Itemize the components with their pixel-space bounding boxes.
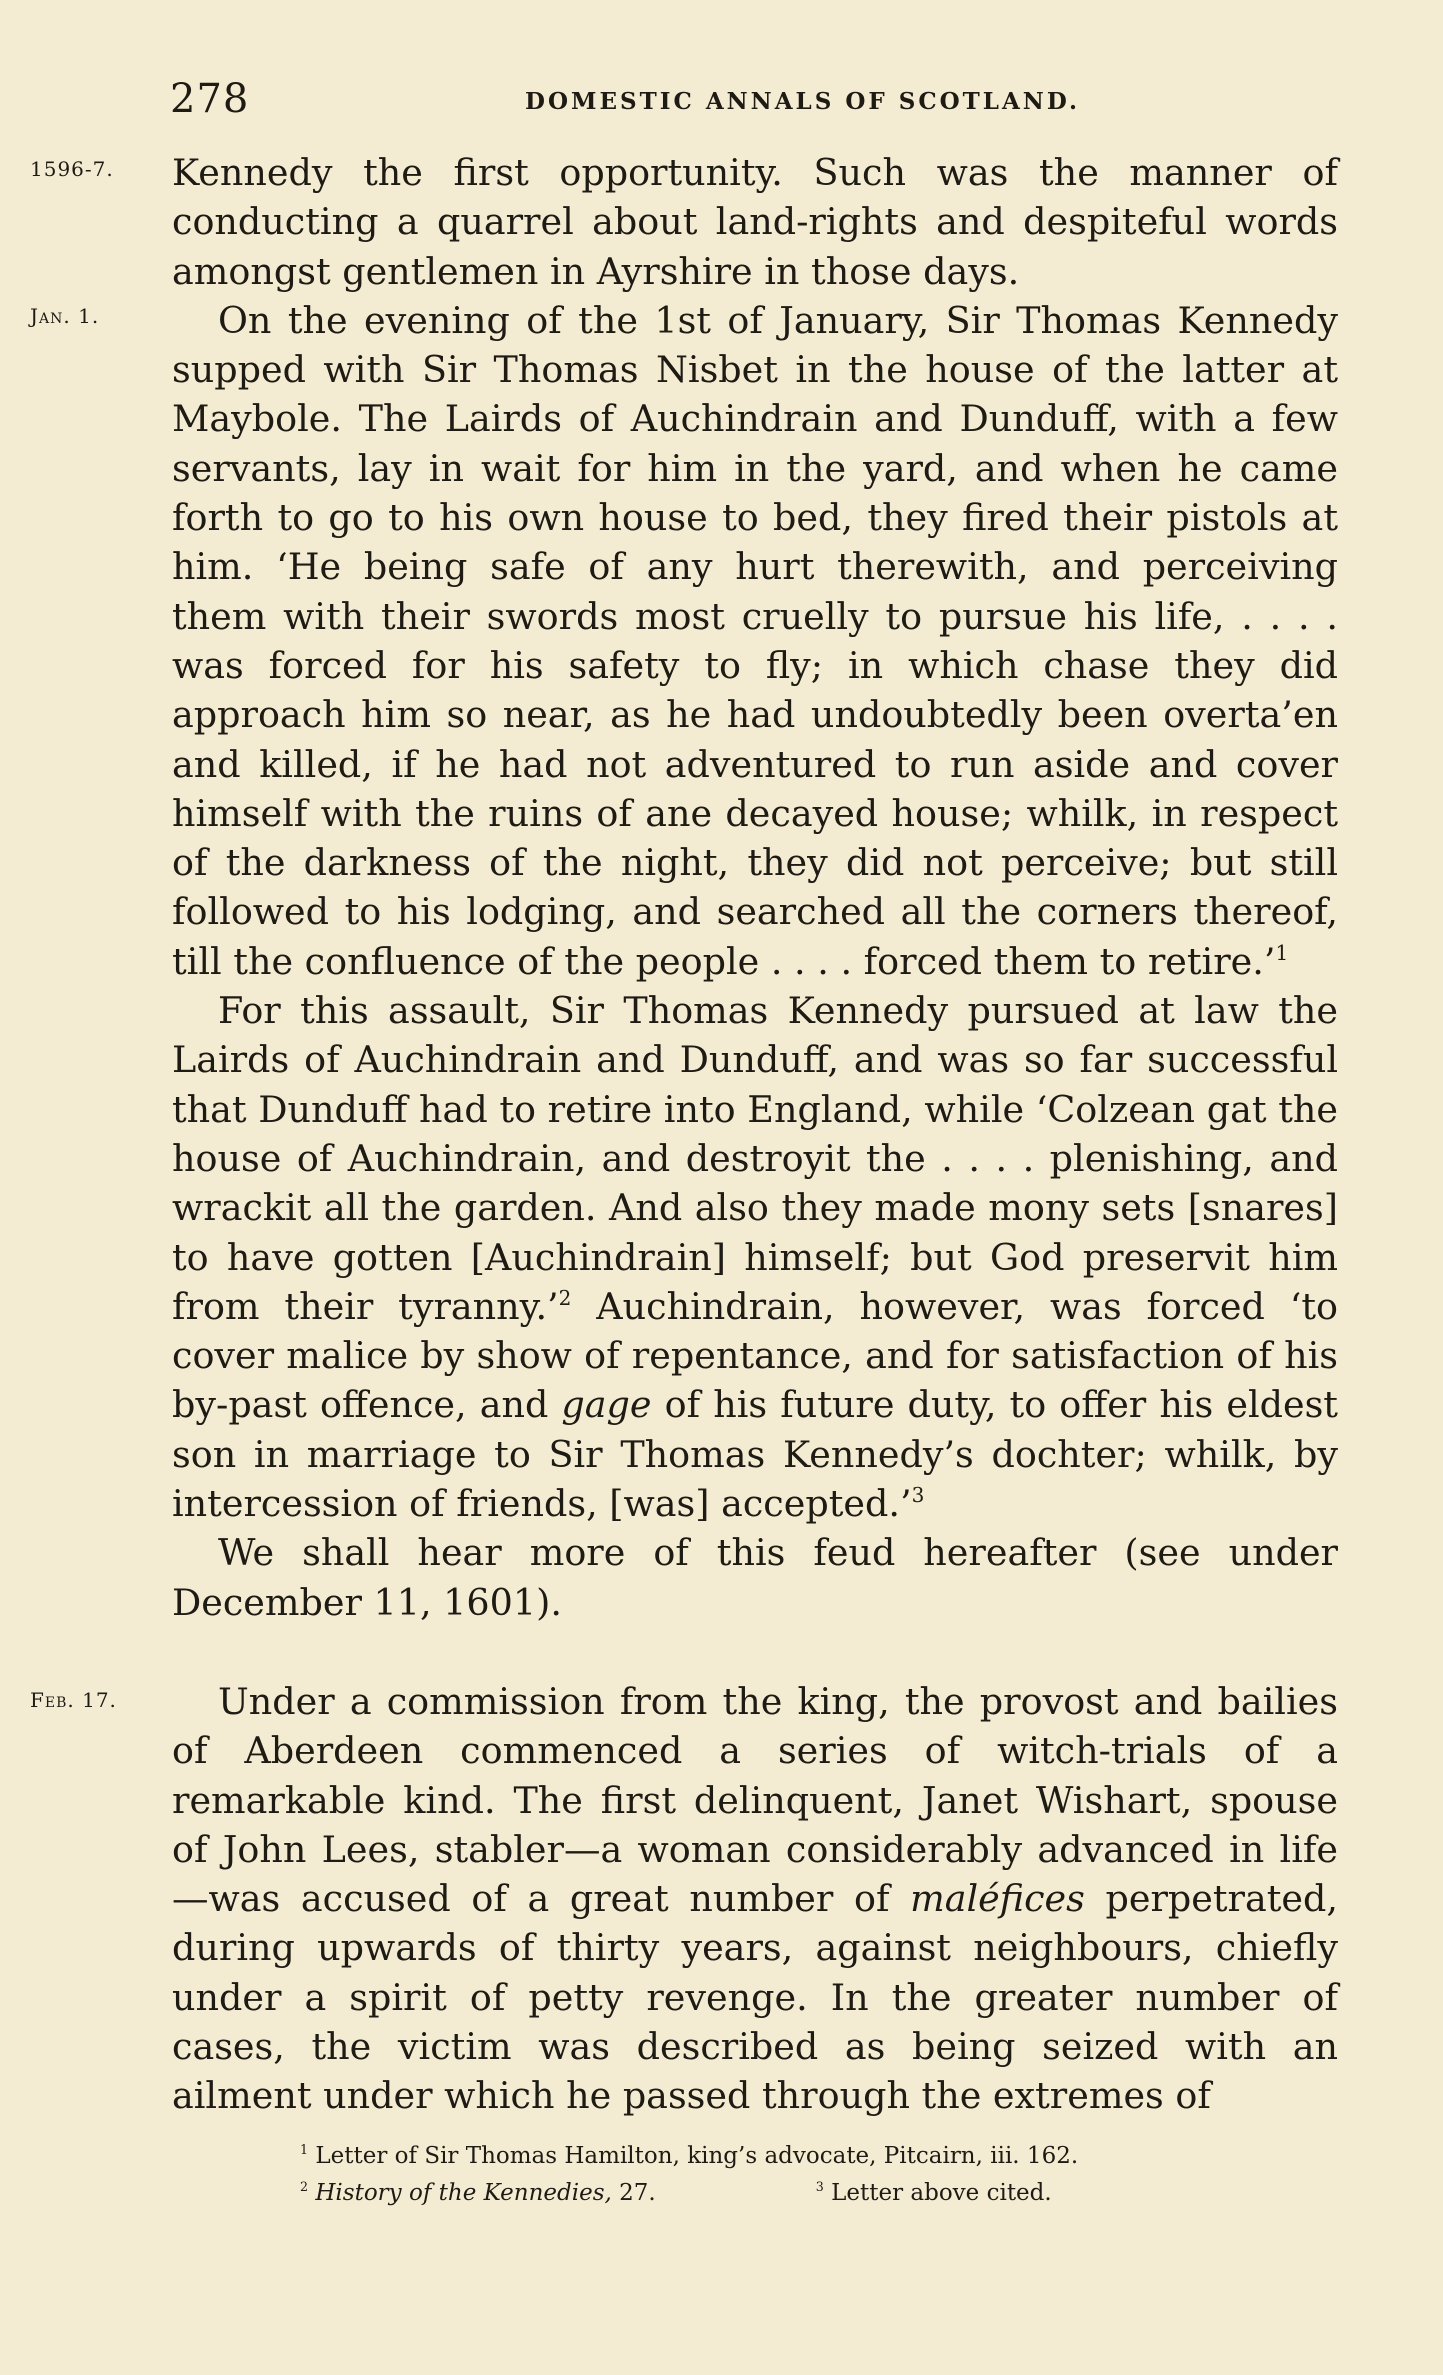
footnote-1-text: Letter of Sir Thomas Hamilton, king’s advocate, Pitcairn, iii. 162. — [315, 2143, 1079, 2169]
paragraph-5-text-b: perpetrated, during upwards of thirty years, against neighbours, chiefly under a spirit of petty revenge. In the greater number of cases, the victim was described as being seized with an ailment under which he passed through the extremes of — [172, 1877, 1338, 2118]
footnote-2-number: 2 — [300, 2179, 309, 2195]
paragraph-1: Kennedy the first opportunity. Such was the manner of conducting a quarrel about land-rights and despiteful words amongst gentlemen in Ayrshire in those days. — [172, 151, 1338, 293]
paragraph-2 — [172, 296, 1338, 986]
margin-note-jan: Jan. 1. — [30, 304, 100, 328]
paragraph-2-text: On the evening of the 1st of January, Sir Thomas Kennedy supped with Sir Thomas Nisbet in the house of the latter at Maybole. The Lairds of Auchindrain and Dunduff, with a few servants, lay in wait for him in the yard, and when he came forth to go to his own house to bed, they fired their pistols at him. ‘He being safe of any hurt therewith, and perceiving them with their swords most cruelly to pursue his life, . . . . was forced for his safety to fly; in which chase they did approach him so near, as he had undoubtedly been overta’en and killed, if he had not adventured to run aside and cover himself with the ruins of ane decayed house; whilk, in respect of the darkness of the night, they did not perceive; but still followed to his lodging, and searched all the corners thereof, till the confluence of the people . . . . forced them to retire.’ — [172, 298, 1338, 983]
running-head: DOMESTIC ANNALS OF SCOTLAND. — [525, 88, 1080, 115]
paragraph-5-italic: maléfices — [910, 1877, 1085, 1921]
margin-note-feb: Feb. 17. — [30, 1688, 117, 1712]
paragraph-3-text-b: Auchindrain, however, was forced ‘to cover malice by show of repentance, and for satisfaction of his by-past offence, and — [172, 1284, 1338, 1427]
footnote-2-page: 27. — [611, 2180, 656, 2206]
paragraph-3-text-c: of his future duty, to offer his eldest son in marriage to Sir Thomas Kennedy’s dochter; whilk, by intercession of friends, [was] accepted.’ — [172, 1383, 1338, 1526]
paragraph-5-text-a: Under a commission from the king, the provost and bailies of Aberdeen commenced a series of witch-trials of a remarkable kind. The first delinquent, Janet Wishart, spouse of John Lees, stabler—a woman considerably advanced in life—was accused of a great number of — [172, 1680, 1338, 1921]
footnote-2-title: History of the Kennedies, — [315, 2180, 612, 2206]
paragraph-4: We shall hear more of this feud hereafter (see under December 11, 1601). — [172, 1531, 1338, 1624]
footnote-ref-3: 3 — [911, 1482, 925, 1507]
footnote-1-number: 1 — [300, 2142, 309, 2158]
footnote-ref-1: 1 — [1275, 940, 1289, 965]
paragraph-3-text-a: For this assault, Sir Thomas Kennedy pursued at law the Lairds of Auchindrain and Dunduff, and was so far successful that Dunduff had to retire into England, while ‘Colzean gat the house of Auchindrain, and destroyit the . . . . plenishing, and wrackit all the garden. And also they made mony sets [snares] to have gotten [Auchindrain] himself; but God preservit him from their tyranny.’ — [172, 989, 1338, 1328]
page-number: 278 — [170, 76, 250, 122]
margin-note-year: 1596-7. — [30, 157, 114, 181]
main-text-upper — [172, 148, 1338, 1627]
footnote-ref-2: 2 — [558, 1285, 572, 1310]
paragraph-5 — [172, 1677, 1338, 2121]
page-header — [170, 76, 1345, 126]
footnote-2-3-line — [300, 2175, 1260, 2212]
footnote-1 — [300, 2138, 1260, 2175]
footnotes — [300, 2138, 1260, 2212]
paragraph-3 — [172, 986, 1338, 1528]
main-text-lower — [172, 1677, 1338, 2121]
footnote-3-text: Letter above cited. — [831, 2180, 1052, 2206]
footnote-3-number: 3 — [815, 2179, 824, 2195]
paragraph-3-italic: gage — [561, 1383, 652, 1427]
